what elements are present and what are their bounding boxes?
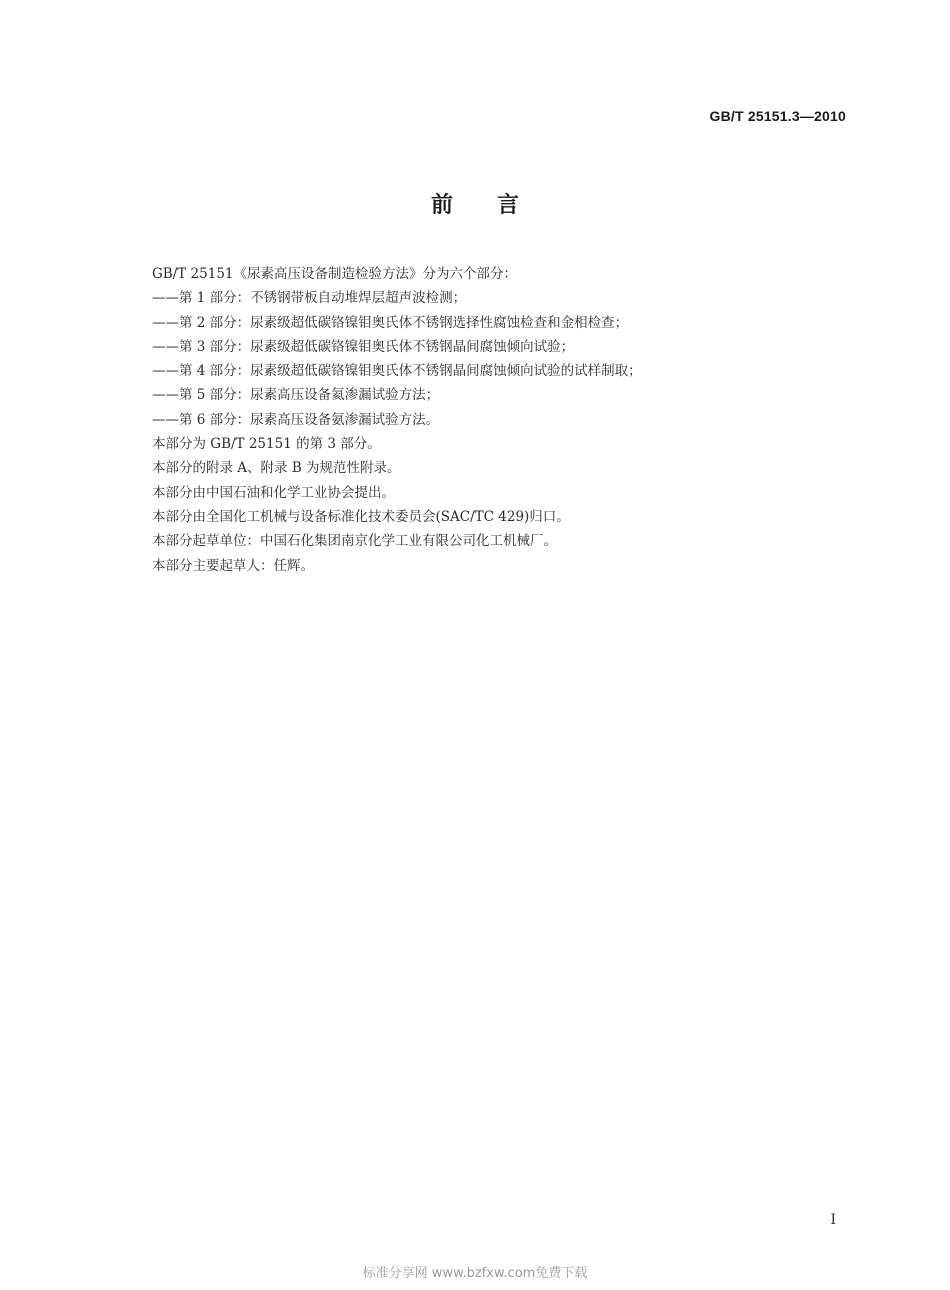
foreword-body — [152, 262, 852, 578]
part-list-item: ——第 1 部分：不锈钢带板自动堆焊层超声波检测； — [152, 290, 467, 307]
watermark: 标准分享网 www.bzfxw.com免费下载 — [362, 1266, 588, 1281]
body-line: 本部分主要起草人：任辉。 — [152, 557, 314, 574]
body-line: 本部分的附录 A、附录 B 为规范性附录。 — [152, 460, 401, 477]
page-number: I — [830, 1212, 836, 1228]
body-line: 本部分起草单位：中国石化集团南京化学工业有限公司化工机械厂。 — [152, 533, 557, 550]
body-line: GB/T 25151《尿素高压设备制造检验方法》分为六个部分： — [152, 266, 517, 282]
part-list-item: ——第 6 部分：尿素高压设备氨渗漏试验方法。 — [152, 411, 440, 428]
page-title: 前言 — [430, 193, 563, 218]
part-list-item: ——第 2 部分：尿素级超低碳铬镍钼奥氏体不锈钢选择性腐蚀检查和金相检查； — [152, 314, 629, 331]
body-line: 本部分为 GB/T 25151 的第 3 部分。 — [152, 436, 381, 453]
part-list-item: ——第 5 部分：尿素高压设备氦渗漏试验方法； — [152, 387, 440, 404]
part-list-item: ——第 3 部分：尿素级超低碳铬镍钼奥氏体不锈钢晶间腐蚀倾向试验； — [152, 338, 575, 355]
part-list-item: ——第 4 部分：尿素级超低碳铬镍钼奥氏体不锈钢晶间腐蚀倾向试验的试样制取； — [152, 363, 642, 380]
body-line: 本部分由全国化工机械与设备标准化技术委员会(SAC/TC 429)归口。 — [152, 508, 570, 525]
body-line: 本部分由中国石油和化学工业协会提出。 — [152, 484, 395, 501]
standard-code: GB/T 25151.3—2010 — [709, 108, 846, 124]
